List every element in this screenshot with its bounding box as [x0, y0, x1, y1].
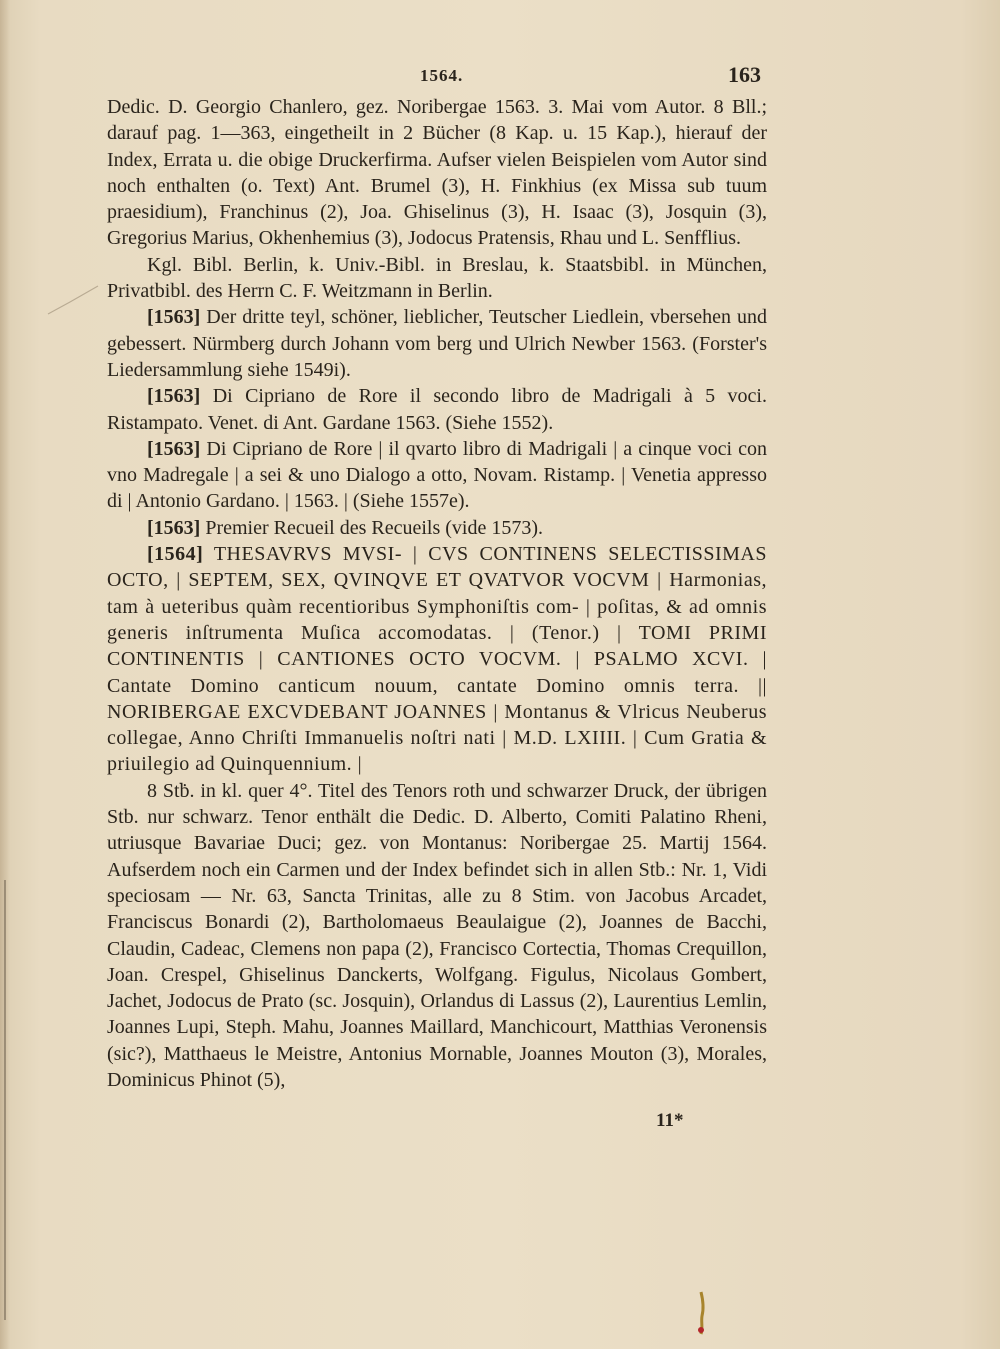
signature-mark: 11*	[656, 1110, 684, 1131]
entry-1563-rore-secondo	[107, 383, 767, 436]
margin-edge-line	[2, 880, 8, 1320]
entry-1564-thesavrvs	[107, 541, 767, 778]
entry-text: Der dritte teyl, schöner, lieblicher, Teutscher Liedlein, vbersehen und gebessert. Nürmberg durch Johann vom berg und Ulrich Newber 1563. (Forster's Liedersammlung siehe 1549i).	[107, 306, 767, 381]
entry-text: Premier Recueil des Recueils (vide 1573).	[200, 516, 544, 539]
entry-text: Di Cipriano de Rore | il qvarto libro di Madrigali | a cinque voci con vno Madregale | a sei & uno Dialogo a otto, Novam. Ristamp. | Venetia appresso di | Antonio Gardano. | 1563. | (Siehe 1557e).	[107, 437, 767, 513]
running-head-year: 1564.	[420, 66, 464, 85]
body-text	[107, 94, 767, 1093]
entry-1563-forster	[107, 304, 767, 383]
entry-1563-rore-qvarto	[107, 436, 767, 515]
paragraph-dedication: Dedic. D. Georgio Chanlero, gez. Noribergae 1563. 3. Mai vom Autor. 8 Bll.; darauf pag. 1—363, eingetheilt in 2 Bücher (8 Kap. u. 15 Kap.), hierauf der Index, Errata u. die obige Druckerfirma. Aufser vielen Beispielen vom Autor sind noch enthalten (o. Text) Ant. Brumel (3), H. Finkhius (ex Missa sub tuum praesidium), Franchinus (2), Joa. Ghiselinus (3), H. Isaac (3), Josquin (3), Gregorius Marius, Okhenhemius (3), Jodocus Pratensis, Rhau und L. Senfflius.	[107, 96, 767, 250]
running-head	[0, 62, 1000, 92]
paragraph-libraries: Kgl. Bibl. Berlin, k. Univ.-Bibl. in Breslau, k. Staatsbibl. in München, Privatbibl. des Herrn C. F. Weitzmann in Berlin.	[107, 253, 767, 303]
page-number: 163	[728, 62, 761, 87]
entry-text: Di Cipriano de Rore il secondo libro de Madrigali à 5 voci. Ristampato. Venet. di Ant. Gardane 1563. (Siehe 1552).	[107, 385, 767, 434]
entry-text: THESAVRVS MVSI- | CVS CONTINENS SELECTISSIMAS OCTO, | SEPTEM, SEX, QVINQVE ET QVATVOR VOCVM | Harmonias, tam à ueteribus quàm recentioribus Symphoniſtis com- | poſitas, & ad omnis generis inſtrumenta Muſica accomodatas. | (Tenor.) | TOMI PRIMI CONTINENTIS | CANTIONES OCTO VOCVM. | PSALMO XCVI. | Cantate Domino canticum nouum, cantate Domino omnis terra. || NORIBERGAE EXCVDEBANT JOANNES | Montanus & Vlricus Neuberus collegae, Anno Chriſti Immanuelis noſtri nati | M.D. LXIIII. | Cum Gratia & priuilegio ad Quinquennium. |	[107, 543, 767, 776]
entry-ref: [1563]	[147, 437, 201, 460]
entry-ref: [1563]	[147, 516, 201, 539]
entry-ref: [1563]	[147, 306, 201, 329]
entry-1563-recueil	[107, 515, 767, 541]
paragraph-description: 8 Stḃ. in kl. quer 4°. Titel des Tenors roth und schwarzer Druck, der übrigen Stb. nur schwarz. Tenor enthält die Dedic. D. Alberto, Comiti Palatino Rheni, utriusque Bavariae Duci; gez. von Montanus: Noribergae 25. Martij 1564. Aufserdem noch ein Carmen und der Index befindet sich in allen Stb.: Nr. 1, Vidi speciosam — Nr. 63, Sancta Trinitas, alle zu 8 Stim. von Jacobus Arcadet, Franciscus Bonardi (2), Bartholomaeus Beaulaigue (2), Joannes de Bacchi, Claudin, Cadeac, Clemens non papa (2), Francisco Cortectia, Thomas Crequillon, Joan. Crespel, Ghiselinus Danckerts, Wolfgang. Figulus, Nicolaus Gombert, Jachet, Jodocus de Prato (sc. Josquin), Orlandus di Lassus (2), Laurentius Lemlin, Joannes Lupi, Steph. Mahu, Joannes Maillard, Manchicourt, Matthias Veronensis (sic?), Matthaeus le Meistre, Antonius Mornable, Joannes Mouton (3), Morales, Dominicus Phinot (5),	[107, 779, 767, 1091]
entry-ref: [1564]	[147, 543, 204, 566]
entry-ref: [1563]	[147, 385, 201, 408]
ink-blot-mark	[694, 1290, 708, 1336]
pencil-stroke-mark	[30, 280, 110, 320]
